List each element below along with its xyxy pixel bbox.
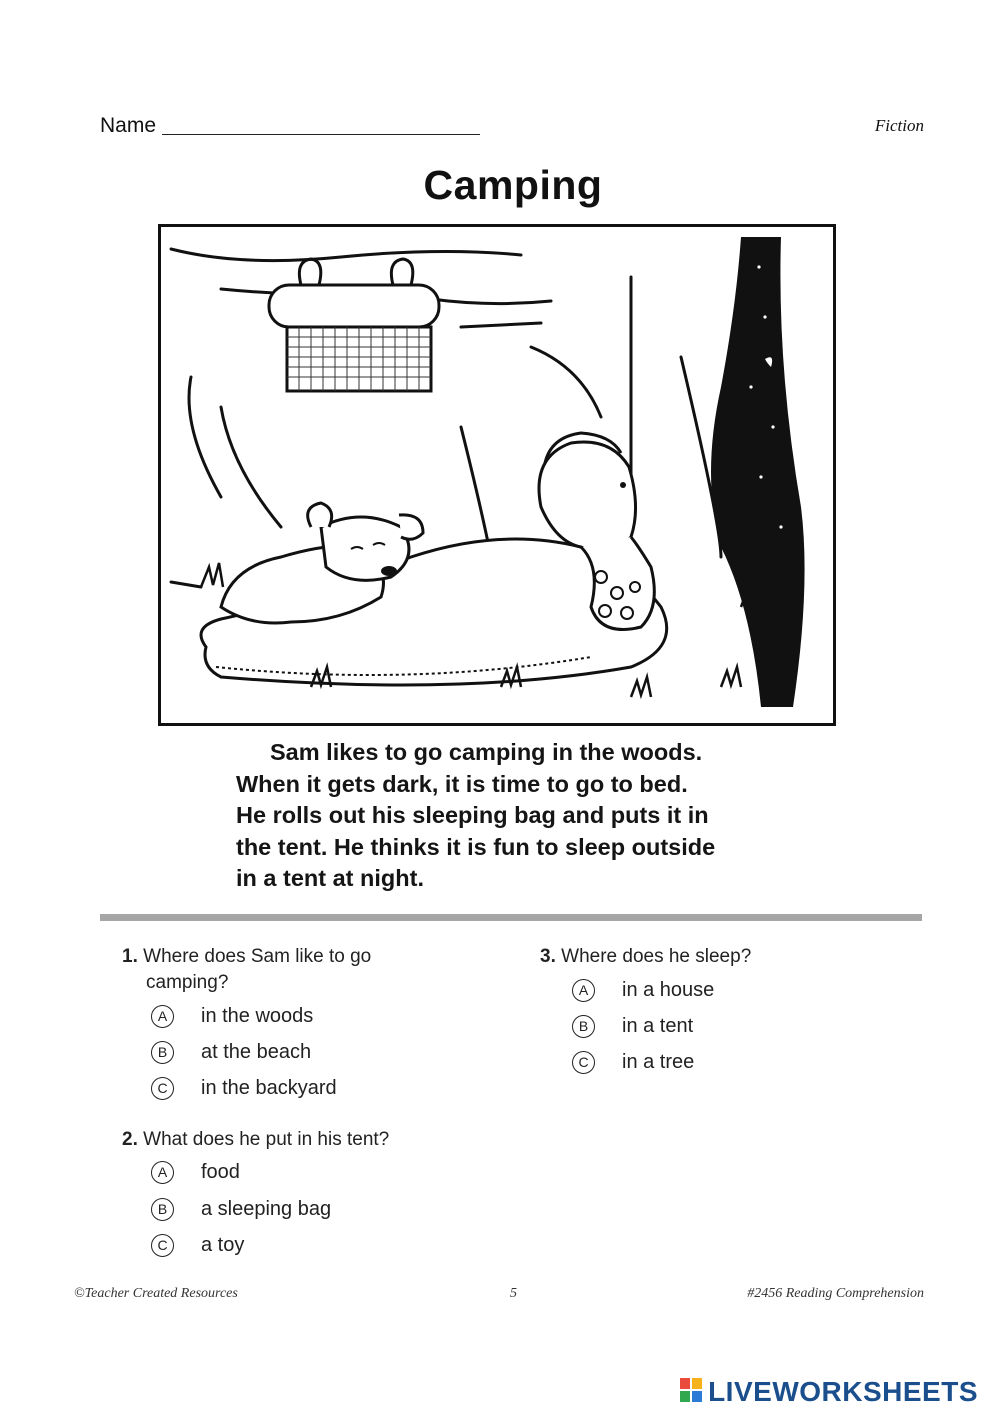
answer-option-1c: in the backyard <box>201 1077 337 1099</box>
camping-illustration <box>158 224 836 726</box>
footer-copyright: ©Teacher Created Resources <box>74 1286 238 1301</box>
story-paragraph <box>236 737 836 895</box>
question-text: Where does he sleep? <box>561 946 752 967</box>
question-number: 2. <box>122 1129 138 1150</box>
question-text-continued: camping? <box>146 972 229 993</box>
answer-option-3c: in a tree <box>622 1051 695 1073</box>
page-title: Camping <box>423 162 603 208</box>
story-line: the tent. He thinks it is fun to sleep outside <box>236 833 716 860</box>
story-line: He rolls out his sleeping bag and puts it in <box>236 802 709 828</box>
answer-bubble-3b[interactable]: B <box>572 1015 595 1038</box>
answer-bubble-3a[interactable]: A <box>572 979 595 1002</box>
question-text: Where does Sam like to go <box>143 946 372 967</box>
liveworksheets-brand[interactable]: LIVEWORKSHEETS <box>708 1376 978 1407</box>
story-line: Sam likes to go camping in the woods. <box>270 739 703 765</box>
answer-option-1a: in the woods <box>201 1005 314 1027</box>
footer-book-title: #2456 Reading Comprehension <box>747 1286 924 1301</box>
question-number: 1. <box>122 946 138 967</box>
footer-page-number: 5 <box>510 1286 517 1301</box>
answer-bubble-1b[interactable]: B <box>151 1041 174 1064</box>
question-2 <box>122 1129 389 1151</box>
question-3 <box>540 946 751 968</box>
story-line: in a tent at night. <box>236 865 424 891</box>
answer-option-2c: a toy <box>201 1234 245 1256</box>
question-1 <box>122 946 371 968</box>
answer-bubble-2b[interactable]: B <box>151 1198 174 1221</box>
liveworksheets-logo-icon <box>680 1378 702 1402</box>
question-number: 3. <box>540 946 556 967</box>
answer-option-2a: food <box>201 1161 240 1183</box>
story-line: When it gets dark, it is time to go to bed. <box>236 770 688 797</box>
tent-scene-image <box>161 227 833 723</box>
answer-bubble-1a[interactable]: A <box>151 1005 174 1028</box>
answer-option-3b: in a tent <box>622 1015 694 1037</box>
answer-option-2b: a sleeping bag <box>201 1198 332 1220</box>
question-text: What does he put in his tent? <box>143 1129 390 1150</box>
answer-option-3a: in a house <box>622 979 715 1001</box>
name-label: Name <box>100 114 157 137</box>
genre-label: Fiction <box>874 116 924 135</box>
section-divider <box>100 914 922 921</box>
answer-bubble-3c[interactable]: C <box>572 1051 595 1074</box>
answer-bubble-1c[interactable]: C <box>151 1077 174 1100</box>
answer-bubble-2a[interactable]: A <box>151 1161 174 1184</box>
answer-option-1b: at the beach <box>201 1041 312 1063</box>
name-field[interactable] <box>162 134 480 135</box>
answer-bubble-2c[interactable]: C <box>151 1234 174 1257</box>
